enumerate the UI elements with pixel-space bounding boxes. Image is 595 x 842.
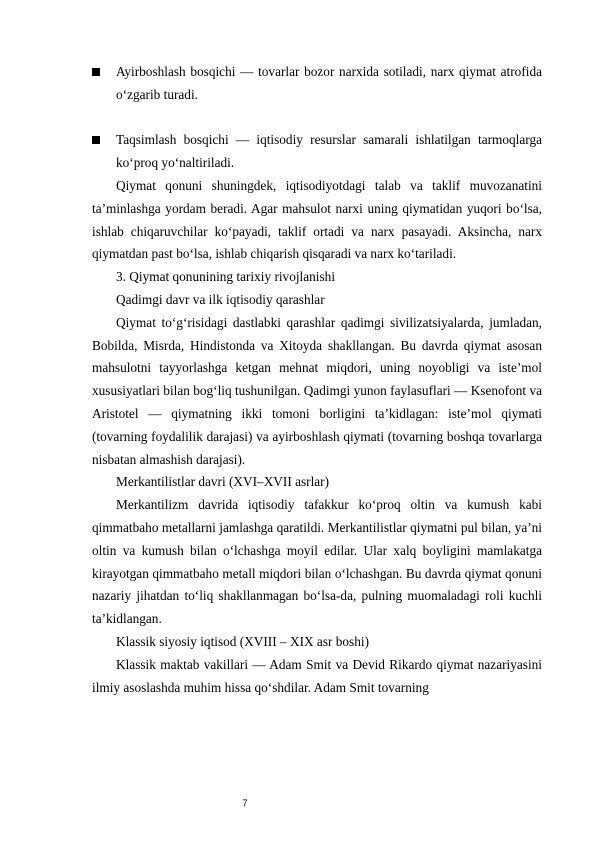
subsection-heading: Merkantilistlar davri (XVI–XVII asrlar) [116, 474, 330, 490]
square-bullet-icon [92, 68, 100, 76]
paragraph: Qiymat qonuni shuningdek, iqtisodiyotdagi talab va taklif muvozanatini ta’minlashga yordam beradi. Agar mahsulot narxi uning qiymatidan yuqori bo‘lsa, ishlab chiqaruvchilar ko‘payadi, taklif ortadi va narx pasayadi. Aksincha, narx qiymatdan past bo‘lsa, ishlab chiqarish qisqaradi va narx ko‘tariladi. [92, 177, 542, 262]
bullet-item [92, 61, 542, 107]
square-bullet-icon [92, 136, 100, 144]
bullet-item [92, 129, 542, 175]
page-body [92, 61, 542, 699]
subsection-heading: Qadimgi davr va ilk iqtisodiy qarashlar [116, 291, 325, 307]
bullet-text: Taqsimlash bosqichi — iqtisodiy resurslar samarali ishlatilgan tarmoqlarga ko‘proq yo‘naltiriladi. [116, 132, 542, 171]
paragraph: Qiymat to‘g‘risidagi dastlabki qarashlar qadimgi sivilizatsiyalarda, jumladan, Bobilda, Misrda, Hindistonda va Xitoyda shakllangan. Bu davrda qiymat asosan mahsulotni tayyorlashga ketgan mehnat miqdori, uning noyobligi va iste’mol xususiyatlari bilan bog‘liq tushunilgan. Qadimgi yunon faylasuflari — Ksenofont va Aristotel — qiymatning ikki tomoni borligini ta’kidlagan: iste’mol qiymati (tovarning foydalilik darajasi) va ayirboshlash qiymati (tovarning boshqa tovarlarga nisbatan almashish darajasi). [92, 314, 542, 467]
paragraph: Merkantilizm davrida iqtisodiy tafakkur ko‘proq oltin va kumush kabi qimmatbaho metallarni jamlashga qaratildi. Merkantilistlar qiymatni pul bilan, ya’ni oltin va kumush bilan o‘lchashga moyil edilar. Ular xalq boyligini mamlakatga kirayotgan qimmatbaho metall miqdori bilan o‘lchashgan. Bu davrda qiymat qonuni nazariy jihatdan to‘liq shakllanmagan bo‘lsa-da, pulning muomaladagi roli kuchli ta’kidlangan. [92, 497, 542, 627]
section-heading: 3. Qiymat qonunining tarixiy rivojlanishi [116, 269, 336, 285]
page-number: 7 [242, 798, 248, 808]
bullet-text: Ayirboshlash bosqichi — tovarlar bozor narxida sotiladi, narx qiymat atrofida o‘zgarib turadi. [116, 64, 542, 102]
subsection-heading: Klassik siyosiy iqtisod (XVIII – XIX asr boshi) [116, 633, 369, 649]
paragraph: Klassik maktab vakillari — Adam Smit va Devid Rikardo qiymat nazariyasini ilmiy asoslashda muhim hissa qo‘shdilar. Adam Smit tovarning [92, 656, 542, 695]
spacer [92, 107, 542, 130]
